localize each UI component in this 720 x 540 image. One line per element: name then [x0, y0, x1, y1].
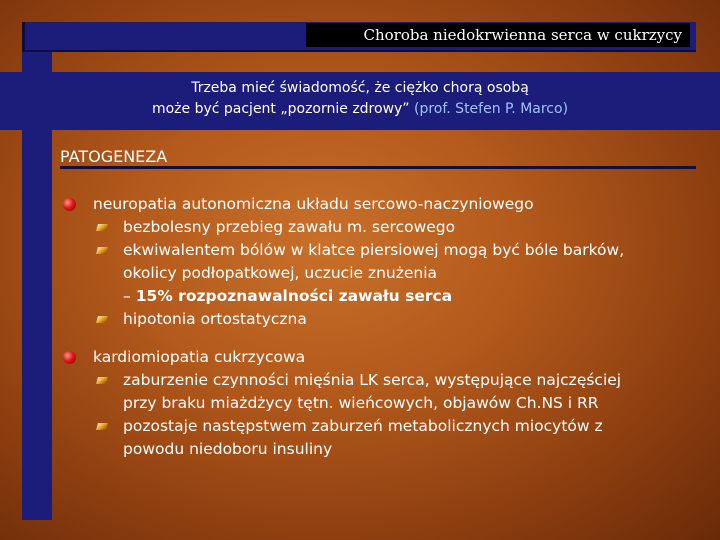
- bullet-item-1-label: neuropatia autonomiczna układu sercowo-naczyniowego: [93, 195, 534, 213]
- sub-bullet: [60, 415, 710, 461]
- bullet-item-2: [60, 346, 710, 369]
- orange-bullet-icon: [96, 423, 108, 430]
- bullet-item-2-label: kardiomiopatia cukrzycowa: [93, 348, 306, 366]
- quote-line-1: Trzeba mieć świadomość, że ciężko chorą osobą: [191, 80, 529, 96]
- sub-bullet-text: hipotonia ortostatyczna: [123, 310, 307, 328]
- title-bar: [22, 22, 696, 52]
- orange-bullet-icon: [96, 377, 108, 384]
- slide-content: [60, 193, 710, 461]
- red-bullet-icon: [63, 198, 76, 211]
- sub-bullet-text: [123, 285, 710, 308]
- sub-bullet-text: pozostaje następstwem zaburzeń metabolicznych miocytów z: [123, 417, 603, 435]
- quote-author: (prof. Stefen P. Marco): [409, 101, 569, 117]
- quote-text: może być pacjent „pozornie zdrowy”: [151, 101, 410, 117]
- slide-title: Choroba niedokrwienna serca w cukrzycy: [306, 23, 690, 47]
- sub-bullet: [60, 216, 710, 239]
- orange-bullet-icon: [96, 224, 108, 231]
- bold-statistic: 15% rozpoznawalności zawału serca: [135, 287, 453, 305]
- red-bullet-icon: [63, 351, 76, 364]
- sub-bullet: [60, 308, 710, 331]
- sub-bullet: [60, 369, 710, 415]
- quote-line-2: [0, 99, 720, 120]
- sub-bullet-text: przy braku miażdżycy tętn. wieńcowych, objawów Ch.NS i RR: [123, 394, 599, 412]
- orange-bullet-icon: [96, 316, 108, 323]
- sub-bullet-text: okolicy podłopatkowej, uczucie znużenia: [123, 264, 438, 282]
- quote-box: [0, 72, 720, 130]
- sub-bullet-text: powodu niedoboru insuliny: [123, 440, 333, 458]
- sub-bullet-text: zaburzenie czynności mięśnia LK serca, występujące najczęściej: [123, 371, 622, 389]
- section-title: PATOGENEZA: [60, 145, 696, 169]
- sub-bullet: [60, 239, 710, 308]
- sub-bullet-text: ekwiwalentem bólów w klatce piersiowej mogą być bóle barków,: [123, 241, 625, 259]
- bullet-item-1: [60, 193, 710, 216]
- orange-bullet-icon: [96, 247, 108, 254]
- sub-bullet-text: bezbolesny przebieg zawału m. sercowego: [123, 218, 456, 236]
- dash: –: [123, 287, 136, 305]
